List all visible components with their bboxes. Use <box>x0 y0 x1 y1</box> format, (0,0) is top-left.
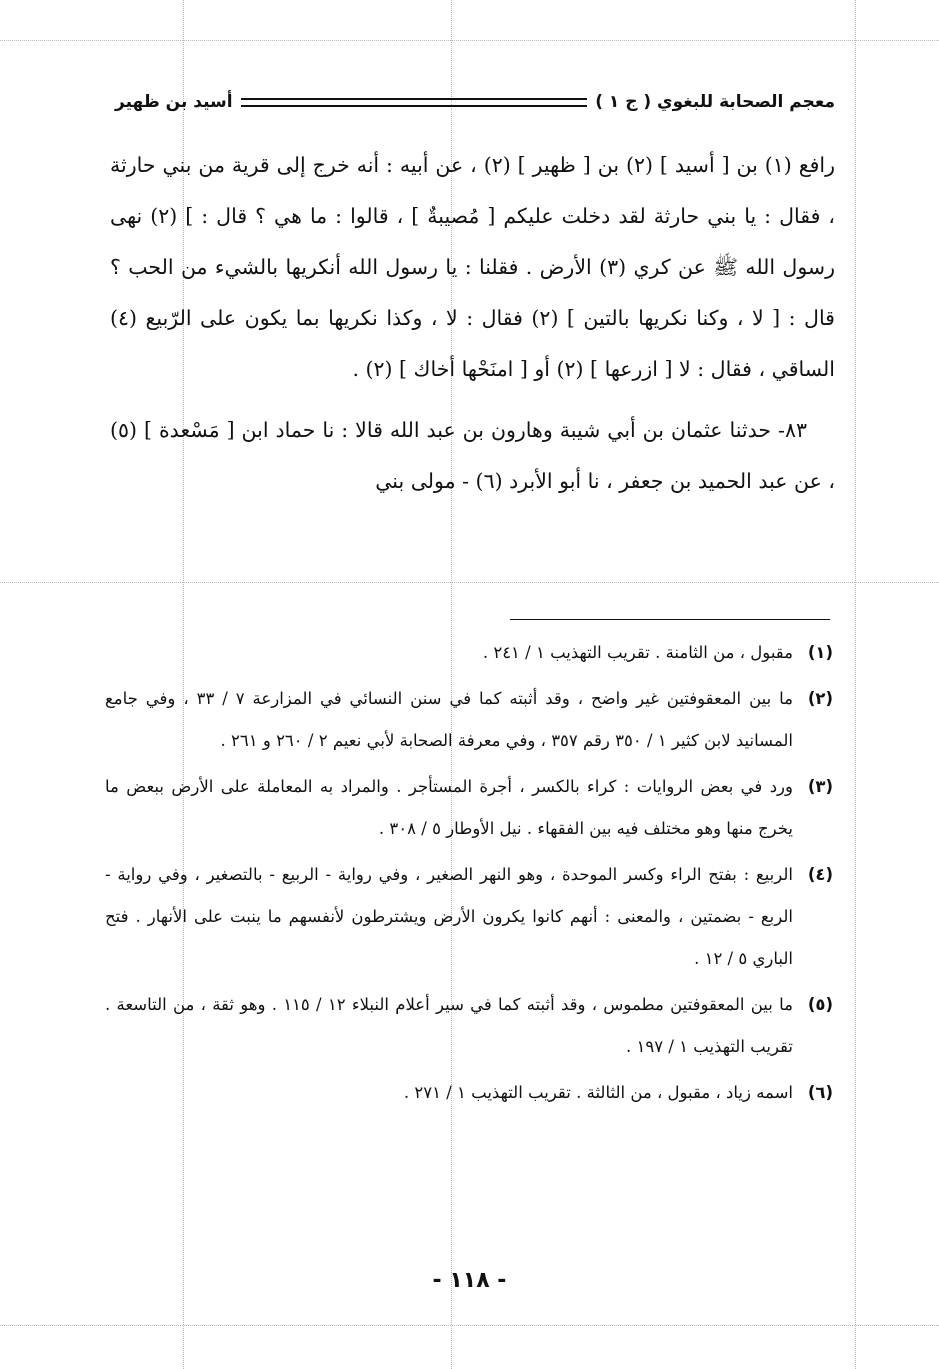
footnote <box>105 1072 833 1114</box>
scan-dot-line <box>0 582 939 583</box>
footnote <box>105 984 833 1068</box>
footnote-number: (٢) <box>807 689 833 708</box>
footnote-separator <box>510 619 830 620</box>
footnote-text: مقبول ، من الثامنة . تقريب التهذيب ١ / ٢٤١ . <box>482 643 793 662</box>
footnote <box>105 766 833 850</box>
text-line: ازرعها ] (٢) أو [ امنَحْها أخاك ] (٢) . <box>352 357 658 381</box>
text-line: [ مَسْعدة ] (٥) ، عن عبد الحميد بن جعفر ، نا أبو الأبرد (٦) - مولى بني <box>110 418 835 493</box>
text-line: بني حارثة ، فقال : يا بني حارثة لقد دخلت عليكم [ مُصيبةٌ ] ، قالوا : ما <box>110 153 835 228</box>
footnote-number: (٣) <box>807 777 833 796</box>
scan-dot-line <box>0 40 939 41</box>
header-rule <box>241 98 588 107</box>
footnote-text: ما بين المعقوفتين غير واضح ، وقد أثبته كما في سنن النسائي في المزارعة ٧ / ٣٣ ، وفي جامع المسانيد لابن كثير ١ / ٣٥٠ رقم ٣٥٧ ، وفي معرفة الصحابة لأبي نعيم ٢ / ٢٦٠ و ٢٦١ . <box>105 689 793 750</box>
footnote <box>105 678 833 762</box>
page-number: - ١١٨ - <box>432 1268 507 1293</box>
main-paragraph <box>110 405 835 507</box>
footnote <box>105 854 833 980</box>
main-text <box>110 140 835 507</box>
footnote <box>105 632 833 674</box>
text-line: ٨٣- حدثنا عثمان بن أبي شيبة وهارون بن عبد الله قالا : نا حماد ابن <box>241 418 807 442</box>
text-line: رافع (١) بن [ أسيد ] (٢) بن [ ظهير ] (٢) ، عن أبيه : أنه خرج إلى قرية من <box>198 153 835 177</box>
text-line: رسول الله أنكريها بالشيء من الحب ؟ قال : [ لا ، وكنا نكريها بالتين ] (٢) <box>110 255 835 330</box>
footnote-number: (٤) <box>807 865 833 884</box>
footnote-number: (٦) <box>807 1083 833 1102</box>
scan-dot-line <box>0 1325 939 1326</box>
chapter-title: أسيد بن ظهير <box>115 92 233 112</box>
footnote-number: (١) <box>807 643 833 662</box>
footnote-text: ما بين المعقوفتين مطموس ، وقد أثبته كما في سير أعلام النبلاء ١٢ / ١١٥ . وهو ثقة ، من التاسعة . تقريب التهذيب ١ / ١٩٧ . <box>105 995 793 1056</box>
footnote-text: ورد في بعض الروايات : كراء بالكسر ، أجرة المستأجر . والمراد به المعاملة على الأرض ببعض ما يخرج منها وهو مختلف فيه بين الفقهاء . نيل الأوطار ٥ / ٣٠٨ . <box>105 777 793 838</box>
book-title: معجم الصحابة للبغوي ( ج ١ ) <box>595 92 835 112</box>
main-paragraph <box>110 140 835 395</box>
text-line: فقال : لا ، وكذا نكريها بما يكون على الرّبيع (٤) الساقي ، فقال : لا [ <box>110 306 835 381</box>
footnotes <box>105 632 833 1118</box>
running-header <box>115 88 835 116</box>
scan-dot-line <box>855 0 856 1369</box>
text-line: هي ؟ قال : ] (٢) نهى رسول الله ﷺ عن كري (٣) الأرض . فقلنا : يا <box>110 204 835 279</box>
footnote-number: (٥) <box>807 995 833 1014</box>
footnote-text: الربيع : بفتح الراء وكسر الموحدة ، وهو النهر الصغير ، وفي رواية - الربيع - بالتصغير ، وفي رواية - الربع - بضمتين ، والمعنى : أنهم كانوا يكرون الأرض ويشترطون لأنفسهم ما ينبت على الأنهار . فتح الباري ٥ / ١٢ . <box>105 865 793 968</box>
footnote-text: اسمه زياد ، مقبول ، من الثالثة . تقريب التهذيب ١ / ٢٧١ . <box>403 1083 793 1102</box>
